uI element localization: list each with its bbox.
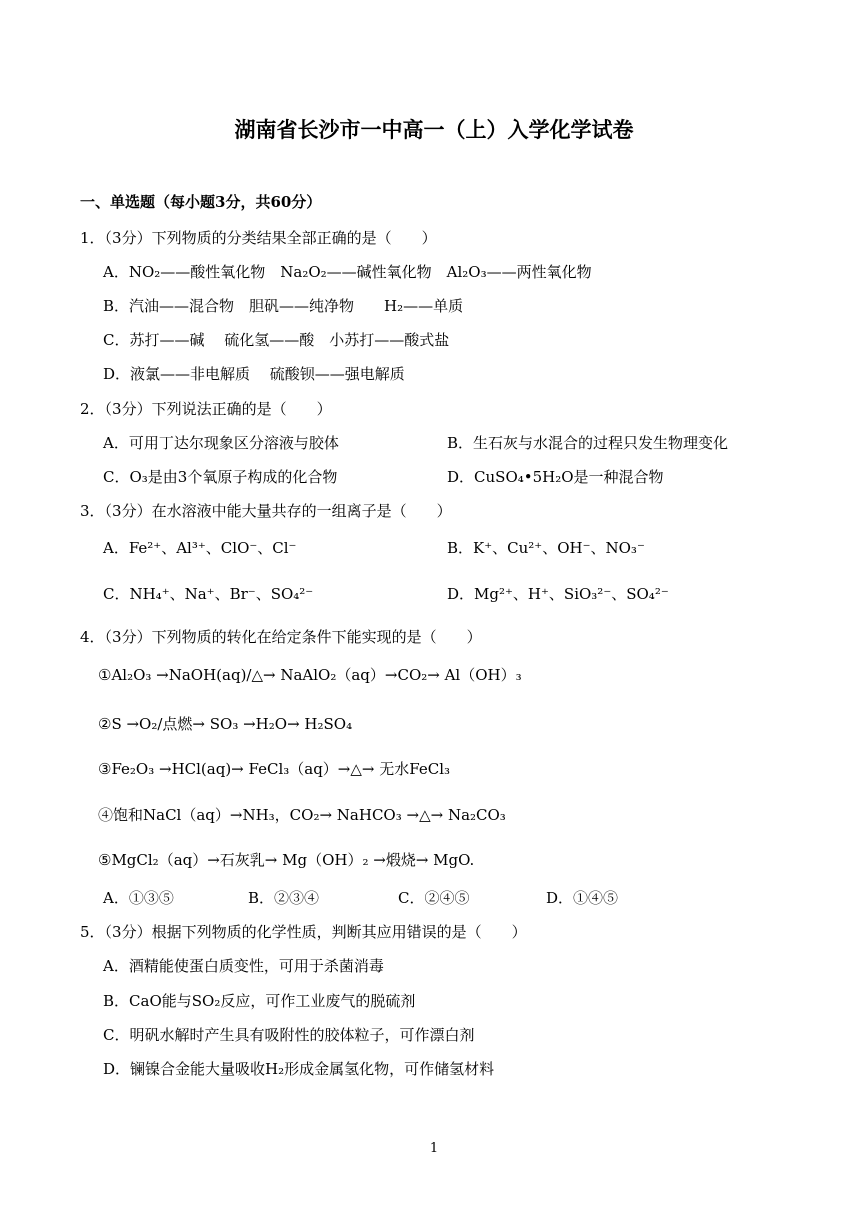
question-1-option-b: B．汽油——混合物 胆矾——纯净物 H₂——单质 — [103, 297, 464, 315]
reaction-4: ④饱和NaCl（aq）→NH₃，CO₂→ NaHCO₃ →△→ Na₂CO₃ — [98, 806, 506, 824]
reaction-5: ⑤MgCl₂（aq）→石灰乳→ Mg（OH）₂ →煅烧→ MgO. — [98, 851, 475, 869]
question-5-option-a: A．酒精能使蛋白质变性，可用于杀菌消毒 — [103, 957, 384, 975]
reaction-2: ②S →O₂/点燃→ SO₃ →H₂O→ H₂SO₄ — [98, 715, 353, 733]
question-3-option-b: B．K⁺、Cu²⁺、OH⁻、NO₃⁻ — [447, 539, 645, 557]
reaction-1: ①Al₂O₃ →NaOH(aq)/△→ NaAlO₂（aq）→CO₂→ Al（OH）₃ — [98, 666, 522, 684]
question-3-option-d: D．Mg²⁺、H⁺、SiO₃²⁻、SO₄²⁻ — [447, 585, 669, 603]
page-title: 湖南省长沙市一中高一（上）入学化学试卷 — [234, 117, 634, 142]
question-5-option-d: D．镧镍合金能大量吸收H₂形成金属氢化物，可作储氢材料 — [103, 1060, 495, 1078]
question-2-option-b: B．生石灰与水混合的过程只发生物理变化 — [447, 434, 729, 452]
question-5-option-c: C．明矾水解时产生具有吸附性的胶体粒子，可作漂白剂 — [103, 1026, 475, 1044]
question-5-stem: 5．（3分）根据下列物质的化学性质，判断其应用错误的是（ ） — [80, 923, 527, 941]
question-2-option-a: A．可用丁达尔现象区分溶液与胶体 — [103, 434, 339, 452]
question-4-option-d: D．①④⑤ — [546, 889, 619, 907]
question-1-option-a: A．NO₂——酸性氧化物 Na₂O₂——碱性氧化物 Al₂O₃——两性氧化物 — [103, 263, 592, 281]
question-2-option-d: D．CuSO₄•5H₂O是一种混合物 — [447, 468, 664, 486]
reaction-3: ③Fe₂O₃ →HCl(aq)→ FeCl₃（aq）→△→ 无水FeCl₃ — [98, 760, 451, 778]
question-4-option-c: C．②④⑤ — [398, 889, 470, 907]
section-heading: 一、单选题（每小题3分，共60分） — [80, 193, 322, 211]
question-2-option-c: C．O₃是由3个氧原子构成的化合物 — [103, 468, 338, 486]
question-1-option-d: D．液氯——非电解质 硫酸钡——强电解质 — [103, 365, 405, 383]
question-4-stem: 4．（3分）下列物质的转化在给定条件下能实现的是（ ） — [80, 628, 482, 646]
question-1-option-c: C．苏打——碱 硫化氢——酸 小苏打——酸式盐 — [103, 331, 450, 349]
question-1-stem: 1．（3分）下列物质的分类结果全部正确的是（ ） — [80, 229, 437, 247]
question-3-option-a: A．Fe²⁺、Al³⁺、ClO⁻、Cl⁻ — [103, 539, 297, 557]
question-4-option-b: B．②③④ — [248, 889, 320, 907]
question-2-stem: 2．（3分）下列说法正确的是（ ） — [80, 400, 332, 418]
question-3-stem: 3．（3分）在水溶液中能大量共存的一组离子是（ ） — [80, 502, 452, 520]
question-5-option-b: B．CaO能与SO₂反应，可作工业废气的脱硫剂 — [103, 992, 416, 1010]
question-3-option-c: C．NH₄⁺、Na⁺、Br⁻、SO₄²⁻ — [103, 585, 314, 603]
question-4-option-a: A．①③⑤ — [103, 889, 174, 907]
page-number: 1 — [429, 1141, 439, 1156]
